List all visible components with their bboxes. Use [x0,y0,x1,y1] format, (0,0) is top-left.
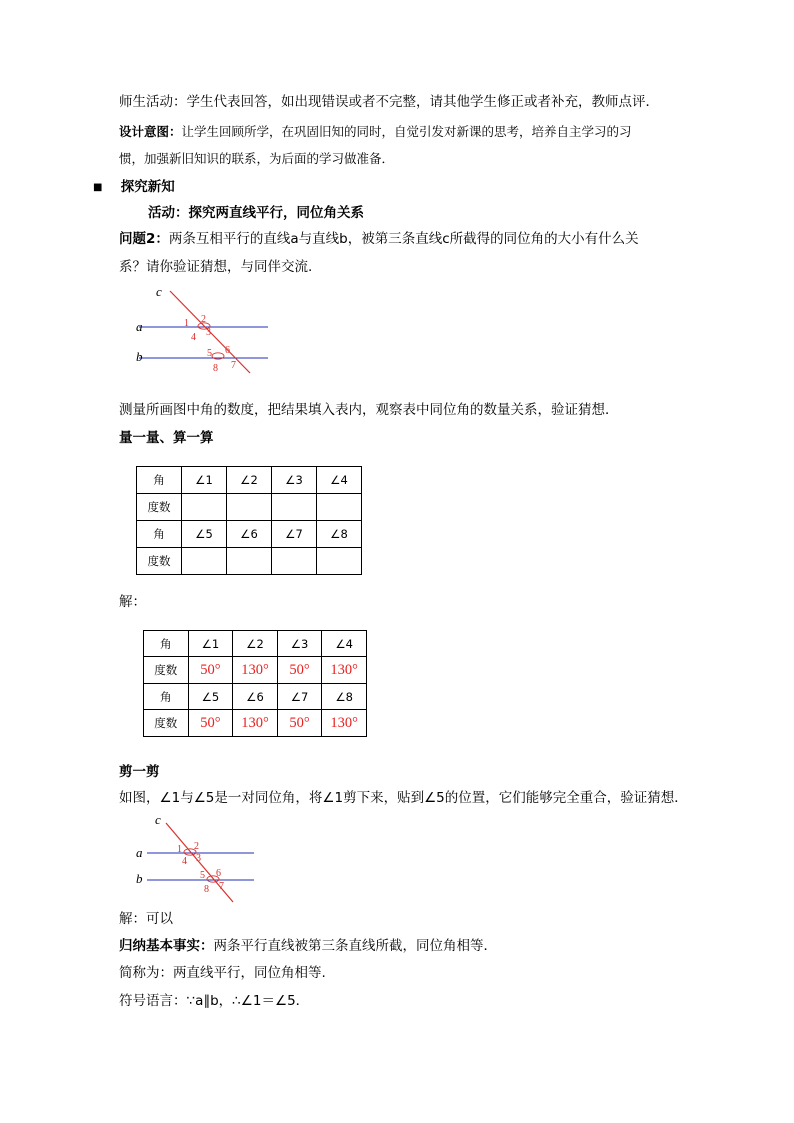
table-cell: ∠6 [233,684,278,710]
angle-6-label: 6 [225,345,230,356]
angle-3-label: 3 [206,327,211,338]
angle-8-label: 8 [213,363,218,374]
design-intent-label: 设计意图： [119,124,182,139]
table-cell: 角 [144,631,189,657]
design-intent-text: 让学生回顾所学，在巩固旧知的同时，自觉引发对新课的思考，培养自主学习的习 [181,124,632,139]
answer-line: 解：可以 [119,911,173,927]
table-cell: ∠7 [277,684,322,710]
table-cell: ∠2 [233,631,278,657]
question-line1 [119,233,639,247]
teacher-student-activity: 师生活动：学生代表回答，如出现错误或者不完整，请其他学生修正或者补充，教师点评． [119,94,659,110]
design-intent-line2: 惯，加强新旧知识的联系，为后面的学习做准备． [119,151,395,166]
table-cell: 度数 [137,494,182,521]
table-cell[interactable] [227,494,272,521]
table-cell: 130° [233,657,278,684]
basic-fact-text: 两条平行直线被第三条直线所截，同位角相等． [213,938,497,954]
parallel-lines-figure-2 [133,812,258,904]
table-cell: 角 [144,684,189,710]
table-cell: ∠5 [188,684,233,710]
cut-title: 剪一剪 [119,764,160,780]
parallel-lines-figure-1 [130,282,275,374]
activity-title: 活动：探究两直线平行，同位角关系 [148,205,364,221]
table-cell: ∠4 [317,467,362,494]
measure-title: 量一量、算一算 [119,430,214,446]
table-cell: 50° [277,710,322,737]
table-cell: ∠6 [227,521,272,548]
table-cell: ∠4 [322,631,367,657]
angle-1-label: 1 [177,844,182,855]
table-cell: 50° [188,710,233,737]
table-cell: 度数 [137,548,182,575]
table-cell: 度数 [144,710,189,737]
short-form-line: 简称为：两直线平行，同位角相等. [119,965,326,981]
table-cell[interactable] [272,548,317,575]
table-cell: 50° [277,657,322,684]
table-cell: 50° [188,657,233,684]
table-cell[interactable] [317,548,362,575]
angle-5-label: 5 [207,348,212,359]
line-b-label: b [136,871,143,886]
table-cell[interactable] [182,494,227,521]
line-b-label: b [136,349,143,364]
cut-instruction: 如图，∠1与∠5是一对同位角，将∠1剪下来，贴到∠5的位置，它们能够完全重合，验证猜想． [119,790,688,806]
line-a-label: a [136,845,143,860]
table-cell: 角 [137,521,182,548]
angle-8-label: 8 [204,884,209,895]
question-line2: 系？请你验证猜想，与同伴交流. [119,259,313,275]
table-cell[interactable] [272,494,317,521]
measure-instruction: 测量所画图中角的数度，把结果填入表内，观察表中同位角的数量关系，验证猜想． [119,402,619,418]
table-cell: 130° [233,710,278,737]
basic-fact-label: 归纳基本事实： [119,938,214,954]
line-a-label: a [136,319,143,334]
angle-5-label: 5 [200,870,205,881]
symbol-language-line: 符号语言：∵a∥b，∴∠1＝∠5． [119,993,310,1009]
angle-4-label: 4 [182,856,187,867]
angle-7-label: 7 [231,360,236,371]
angle-7-label: 7 [219,881,224,892]
table-cell: ∠1 [182,467,227,494]
angle-measure-table-empty [136,466,362,575]
table-cell: 角 [137,467,182,494]
angle-2-label: 2 [194,841,199,852]
solution-label: 解： [119,594,146,610]
angle-measure-table-filled [143,630,367,737]
angle-1-label: 1 [184,318,189,329]
table-cell[interactable] [182,548,227,575]
table-cell: 130° [322,657,367,684]
angle-6-label: 6 [216,868,221,879]
table-cell: 130° [322,710,367,737]
angle-3-label: 3 [196,853,201,864]
table-cell: ∠3 [277,631,322,657]
table-cell: ∠8 [317,521,362,548]
line-c-label: c [155,812,161,827]
angle-4-label: 4 [191,332,196,343]
bullet-icon: ■ [93,182,103,193]
question-text-1: 两条互相平行的直线a与直线b，被第三条直线c所截得的同位角的大小有什么关 [168,231,639,247]
table-cell: ∠2 [227,467,272,494]
table-cell: ∠8 [322,684,367,710]
question-label: 问题2： [119,231,169,247]
table-cell: ∠1 [188,631,233,657]
table-cell[interactable] [317,494,362,521]
section-title: 探究新知 [120,179,175,195]
section-heading [93,181,175,195]
basic-fact-line [119,940,497,954]
table-cell[interactable] [227,548,272,575]
line-c-label: c [156,284,162,299]
table-cell: 度数 [144,657,189,684]
table-cell: ∠5 [182,521,227,548]
table-cell: ∠7 [272,521,317,548]
angle-2-label: 2 [201,314,206,325]
design-intent-line1 [119,126,632,139]
table-cell: ∠3 [272,467,317,494]
